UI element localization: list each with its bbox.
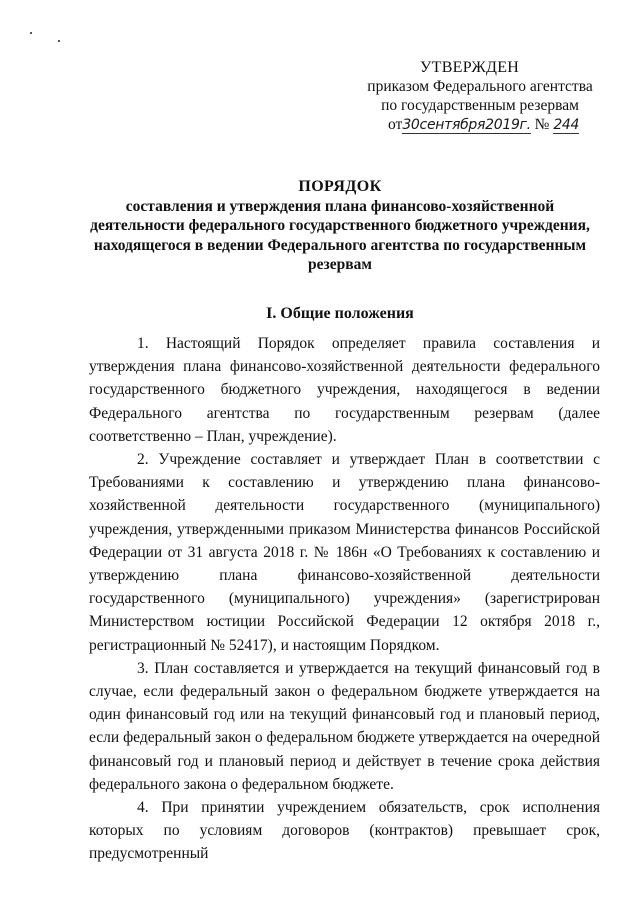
order-reference xyxy=(388,115,600,135)
paragraph-1: 1. Настоящий Порядок определяет правила составления и утверждения плана финансово-хозяйственной деятельности федерального государственного бюджетного учреждения, находящегося в ведении Федерального агентства по государственным резервам (далее соответственно – План, учреждение). xyxy=(89,335,600,445)
approval-line-2: по государственным резервам xyxy=(381,97,579,114)
order-number-handwritten: 244 xyxy=(553,117,580,133)
paragraph-2: 2. Учреждение составляет и утверждает План в соответствии с Требованиями к составлению и утверждению плана финансово-хозяйственной деятельности государственного (муниципального) учреждения, утвержденными приказом Министерства финансов Российской Федерации от 31 августа 2018 г. № 186н «О Требованиях к составлению и утверждению плана финансово-хозяйственной деятельности государственного (муниципального) учреждения» (зарегистрирован Министерством юстиции Российской Федерации 12 октября 2018 г., регистрационный № 52417), и настоящим Порядком. xyxy=(89,451,600,654)
scan-speck xyxy=(58,40,60,42)
order-date-handwritten: 30сентября2019г. xyxy=(402,117,531,133)
paragraph-4: 4. При принятии учреждением обязательств, срок исполнения которых по условиям договоров (контрактов) превышает срок, предусмотренный xyxy=(89,799,600,863)
paragraph-3: 3. План составляется и утверждается на текущий финансовый год в случае, если федеральный закон о федеральном бюджете утверждается на один финансовый год или на текущий финансовый год и плановый период, если федеральный закон о федеральном бюджете утверждается на очередной финансовый год и плановый период и действует в течение срока действия федерального закона о федеральном бюджете. xyxy=(89,659,600,793)
approval-heading: УТВЕРЖДЕН xyxy=(420,59,520,76)
title-main: ПОРЯДОК xyxy=(298,178,382,195)
document-title xyxy=(80,177,600,275)
scan-speck xyxy=(30,32,32,34)
approval-line-1: приказом Федерального агентства xyxy=(367,78,593,95)
title-subtitle: составления и утверждения плана финансово-хозяйственной деятельности федерального государственного бюджетного учреждения, находящегося в ведении Федерального агентства по государственным резервам xyxy=(90,197,590,273)
order-number-label: № xyxy=(534,116,550,133)
document-body xyxy=(89,332,600,866)
section-heading: I. Общие положения xyxy=(266,305,414,322)
order-prefix: от xyxy=(388,116,403,133)
approval-stamp xyxy=(360,58,600,135)
